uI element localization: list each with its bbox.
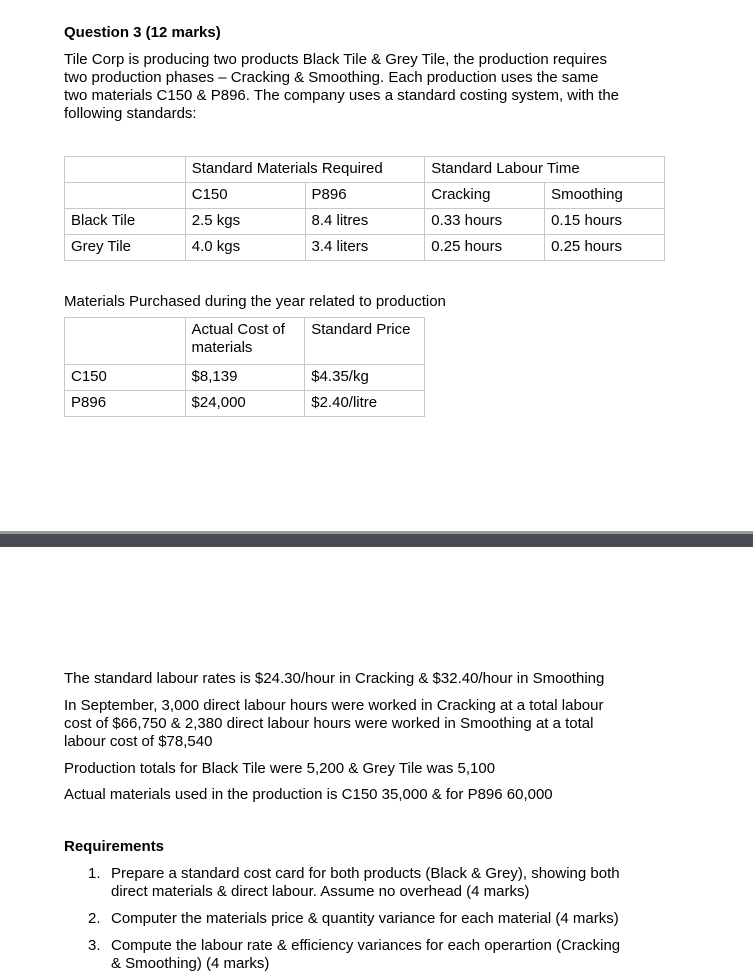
column-header: P896 <box>305 183 425 209</box>
table-cell: 0.25 hours <box>425 235 545 261</box>
column-header: C150 <box>185 183 305 209</box>
table-cell: $4.35/kg <box>305 365 425 391</box>
september-line: labour cost of $78,540 <box>64 733 213 750</box>
product-cell: Black Tile <box>65 209 186 235</box>
standards-table <box>64 156 665 261</box>
table-row <box>65 235 665 261</box>
intro-line: following standards: <box>64 105 197 122</box>
requirement-line: Prepare a standard cost card for both products (Black & Grey), showing both <box>111 865 620 882</box>
labour-rates-text: The standard labour rates is $24.30/hour in Cracking & $32.40/hour in Smoothing <box>64 670 605 687</box>
labour-group-header: Standard Labour Time <box>425 157 665 183</box>
table-cell: $24,000 <box>185 391 305 417</box>
table-cell: 3.4 liters <box>305 235 425 261</box>
table-cell: 0.33 hours <box>425 209 545 235</box>
empty-cell <box>65 183 186 209</box>
september-line: cost of $66,750 & 2,380 direct labour hours were worked in Smoothing at a total <box>64 715 594 732</box>
production-totals-text: Production totals for Black Tile were 5,200 & Grey Tile was 5,100 <box>64 760 496 777</box>
table-cell: 0.15 hours <box>545 209 665 235</box>
intro-line: Tile Corp is producing two products Black Tile & Grey Tile, the production requires <box>64 51 608 68</box>
requirement-line: & Smoothing) (4 marks) <box>111 955 270 972</box>
september-paragraph <box>64 697 674 751</box>
column-header: Smoothing <box>545 183 665 209</box>
page-divider <box>0 531 753 547</box>
table-cell: 4.0 kgs <box>185 235 305 261</box>
table-cell: $2.40/litre <box>305 391 425 417</box>
requirement-number: 1. <box>88 865 101 882</box>
materials-group-header: Standard Materials Required <box>185 157 425 183</box>
table-row <box>65 365 425 391</box>
column-header: Standard Price <box>305 318 425 365</box>
requirements-title: Requirements <box>64 838 165 855</box>
product-cell: Grey Tile <box>65 235 186 261</box>
table-row <box>65 209 665 235</box>
intro-paragraph <box>64 51 674 123</box>
empty-cell <box>65 318 186 365</box>
table-row <box>65 391 425 417</box>
requirement-number: 3. <box>88 937 101 954</box>
question-title: Question 3 (12 marks) <box>64 24 221 41</box>
intro-line: two materials C150 & P896. The company uses a standard costing system, with the <box>64 87 619 104</box>
empty-cell <box>65 157 186 183</box>
material-cell: C150 <box>65 365 186 391</box>
materials-caption: Materials Purchased during the year related to production <box>64 293 446 310</box>
table-row <box>65 157 665 183</box>
table-cell: 2.5 kgs <box>185 209 305 235</box>
intro-line: two production phases – Cracking & Smoothing. Each production uses the same <box>64 69 599 86</box>
requirement-line: Computer the materials price & quantity variance for each material (4 marks) <box>111 910 619 927</box>
table-cell: 0.25 hours <box>545 235 665 261</box>
requirement-item <box>88 937 668 973</box>
table-cell: 8.4 litres <box>305 209 425 235</box>
table-row <box>65 318 425 365</box>
column-header: Actual Cost of materials <box>185 318 305 365</box>
material-cell: P896 <box>65 391 186 417</box>
september-line: In September, 3,000 direct labour hours were worked in Cracking at a total labour <box>64 697 604 714</box>
requirement-line: Compute the labour rate & efficiency variances for each operartion (Cracking <box>111 937 621 954</box>
table-cell: $8,139 <box>185 365 305 391</box>
materials-table <box>64 317 425 417</box>
materials-used-text: Actual materials used in the production is C150 35,000 & for P896 60,000 <box>64 786 553 803</box>
requirement-number: 2. <box>88 910 101 927</box>
column-header: Cracking <box>425 183 545 209</box>
requirement-line: direct materials & direct labour. Assume no overhead (4 marks) <box>111 883 530 900</box>
requirement-item <box>88 865 668 901</box>
table-row <box>65 183 665 209</box>
requirement-item <box>88 910 668 928</box>
